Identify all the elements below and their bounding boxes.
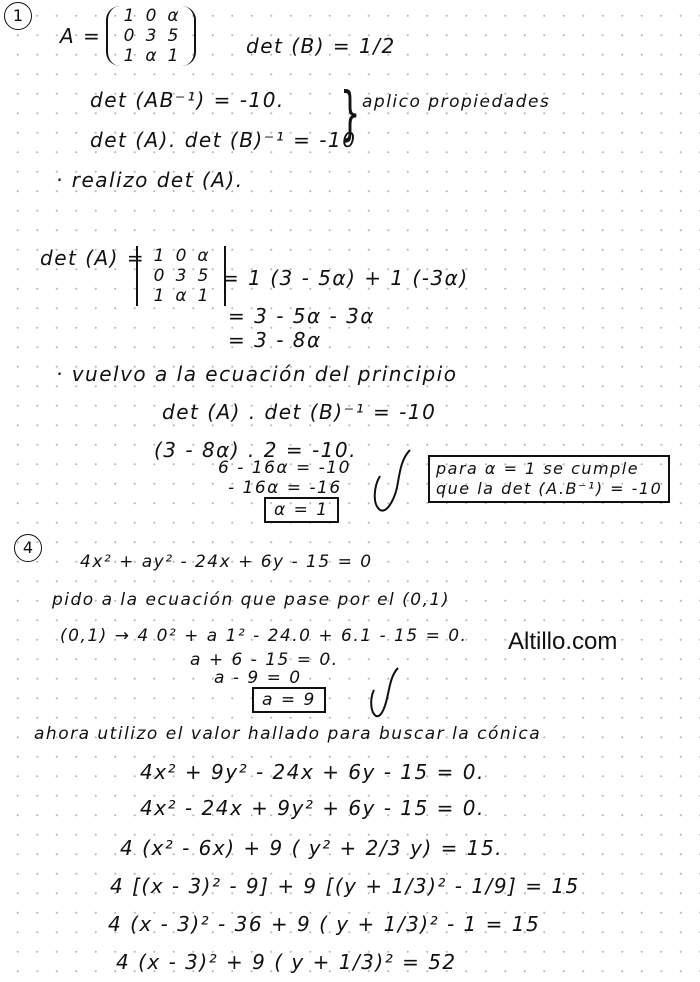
pido-line: pido a la ecuación que pase por el (0,1) bbox=[52, 590, 450, 610]
conic-step-1: 4x² + 9y² - 24x + 6y - 15 = 0. bbox=[140, 760, 485, 784]
matrix-cell: 3 bbox=[175, 266, 187, 286]
det-a-label: det (A) = bbox=[40, 246, 146, 270]
det-a-matrix bbox=[136, 246, 226, 306]
watermark: Altillo.com bbox=[508, 628, 618, 655]
matrix-cell: 1 bbox=[153, 246, 165, 266]
matrix-cell: α bbox=[145, 46, 157, 66]
matrix-cell: 1 bbox=[123, 6, 135, 26]
matrix-cell: 0 bbox=[175, 246, 187, 266]
problem-number-1: 1 bbox=[4, 2, 32, 30]
step-line-1: a + 6 - 15 = 0. bbox=[190, 650, 339, 670]
matrix-cell: α bbox=[167, 6, 179, 26]
matrix-a bbox=[106, 6, 196, 66]
expansion-line-1: = 1 (3 - 5α) + 1 (-3α) bbox=[222, 266, 469, 290]
conic-step-4: 4 [(x - 3)² - 9] + 9 [(y + 1/3)² - 1/9] = 15 bbox=[110, 874, 580, 898]
matrix-cell: 0 bbox=[153, 266, 165, 286]
equation-line-4: - 16α = -16 bbox=[228, 478, 342, 498]
matrix-cell: 1 bbox=[167, 46, 179, 66]
matrix-cell: 0 bbox=[145, 6, 157, 26]
problem-number-4: 4 bbox=[14, 534, 42, 562]
check-mark-4 bbox=[364, 664, 404, 724]
matrix-cell: 5 bbox=[197, 266, 209, 286]
vuelvo-line: · vuelvo a la ecuación del principio bbox=[56, 362, 458, 386]
brace: } bbox=[340, 79, 361, 147]
conic-step-3: 4 (x² - 6x) + 9 ( y² + 2/3 y) = 15. bbox=[120, 836, 504, 860]
answer-box-1: α = 1 bbox=[264, 497, 339, 523]
substitution-line: (0,1) → 4 0² + a 1² - 24.0 + 6.1 - 15 = 0. bbox=[60, 626, 468, 646]
matrix-cell: α bbox=[197, 246, 209, 266]
conic-step-6: 4 (x - 3)² + 9 ( y + 1/3)² = 52 bbox=[116, 950, 457, 974]
matrix-cell: 1 bbox=[197, 286, 209, 306]
conclusion-note bbox=[428, 455, 670, 503]
equation-line-2: (3 - 8α) . 2 = -10. bbox=[154, 438, 357, 462]
expansion-line-3: = 3 - 8α bbox=[228, 328, 322, 352]
matrix-a-label: A = bbox=[60, 24, 102, 48]
ahora-line: ahora utilizo el valor hallado para buscar la cónica bbox=[34, 724, 542, 744]
brace-note: aplico propiedades bbox=[362, 92, 551, 112]
matrix-cell: α bbox=[175, 286, 187, 306]
answer-box-4: a = 9 bbox=[252, 687, 326, 713]
det-product-line: det (A). det (B)⁻¹ = -10 bbox=[90, 128, 357, 152]
conic-step-5: 4 (x - 3)² - 36 + 9 ( y + 1/3)² - 1 = 15 bbox=[108, 912, 541, 936]
det-ab-inverse-line: det (AB⁻¹) = -10. bbox=[90, 88, 285, 112]
expansion-line-2: = 3 - 5α - 3α bbox=[228, 304, 376, 328]
realizo-line: · realizo det (A). bbox=[56, 168, 244, 192]
matrix-cell: 0 bbox=[123, 26, 135, 46]
conclusion-line-1: para α = 1 se cumple bbox=[436, 459, 640, 478]
conclusion-line-2: que la det (A.B⁻¹) = -10 bbox=[436, 479, 663, 498]
conic-step-2: 4x² - 24x + 9y² + 6y - 15 = 0. bbox=[140, 796, 485, 820]
det-b-value: det (B) = 1/2 bbox=[246, 34, 396, 58]
conic-equation: 4x² + ay² - 24x + 6y - 15 = 0 bbox=[80, 552, 373, 572]
equation-line-3: 6 - 16α = -10 bbox=[218, 458, 351, 478]
equation-line-1: det (A) . det (B)⁻¹ = -10 bbox=[162, 400, 437, 424]
matrix-cell: 3 bbox=[145, 26, 157, 46]
matrix-cell: 1 bbox=[153, 286, 165, 306]
step-line-2: a - 9 = 0 bbox=[214, 668, 302, 688]
check-mark-1 bbox=[366, 446, 416, 516]
matrix-cell: 1 bbox=[123, 46, 135, 66]
matrix-cell: 5 bbox=[167, 26, 179, 46]
